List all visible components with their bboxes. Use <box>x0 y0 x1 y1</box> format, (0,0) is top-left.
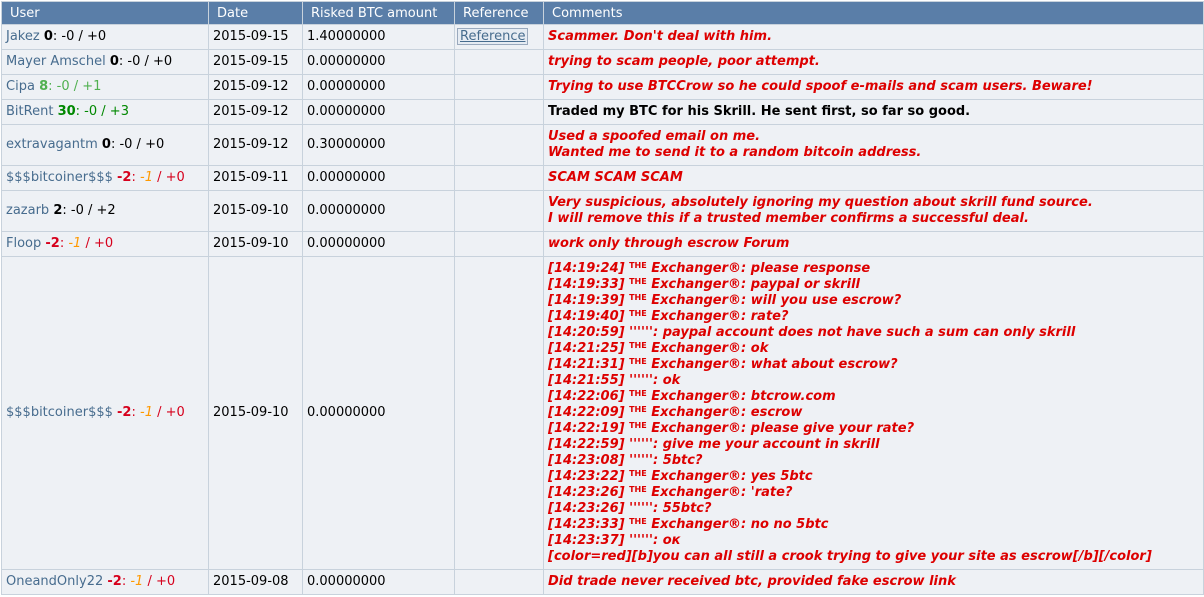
chat-line <box>548 437 880 452</box>
chat-timestamp: [14:22:09] <box>548 405 625 420</box>
chat-line <box>548 357 898 372</box>
cell-risked-btc: 0.00000000 <box>303 166 455 191</box>
cell-comment <box>544 570 1204 595</box>
trust-negative: -1 <box>130 574 144 589</box>
col-header-date: Date <box>209 2 303 25</box>
trust-slash: / <box>69 79 83 94</box>
trust-separator: : <box>118 54 128 69</box>
chat-message: '''''': give me your account in skrill <box>629 437 880 452</box>
trust-slash: / <box>152 170 166 185</box>
chat-message: Exchanger®: what about escrow? <box>651 357 898 372</box>
cell-date: 2015-09-10 <box>209 191 303 232</box>
cell-risked-btc: 0.00000000 <box>303 100 455 125</box>
cell-comment <box>544 50 1204 75</box>
trust-score: -2 <box>45 236 60 251</box>
chat-timestamp: [14:21:31] <box>548 357 625 372</box>
table-row <box>2 232 1204 257</box>
user-profile-link[interactable]: Floop <box>6 236 42 251</box>
cell-date: 2015-09-12 <box>209 75 303 100</box>
cell-reference <box>455 257 544 570</box>
cell-user <box>2 100 209 125</box>
trust-positive: +0 <box>165 170 185 185</box>
chat-prefix: THE <box>629 309 647 318</box>
user-profile-link[interactable]: Mayer Amschel <box>6 54 106 69</box>
trust-positive: +0 <box>165 405 185 420</box>
chat-message: Exchanger®: 'rate? <box>651 485 793 500</box>
chat-timestamp: [14:19:33] <box>548 277 625 292</box>
table-header-row <box>2 2 1204 25</box>
chat-timestamp: [14:22:19] <box>548 421 625 436</box>
chat-timestamp: [14:23:22] <box>548 469 625 484</box>
chat-prefix: THE <box>629 405 647 414</box>
chat-line <box>548 485 793 500</box>
trust-positive: +0 <box>87 29 107 44</box>
cell-date: 2015-09-12 <box>209 125 303 166</box>
trust-negative: -1 <box>140 170 153 185</box>
col-header-user: User <box>2 2 209 25</box>
chat-message: Exchanger®: please give your rate? <box>651 421 915 436</box>
trust-slash: / <box>143 574 156 589</box>
trust-slash: / <box>97 104 110 119</box>
trust-positive: +3 <box>109 104 129 119</box>
trust-negative: -0 <box>119 137 133 152</box>
chat-timestamp: [14:23:26] <box>548 485 625 500</box>
chat-message: '''''': 5btc? <box>629 453 703 468</box>
chat-message: Exchanger®: rate? <box>651 309 789 324</box>
chat-line <box>548 293 901 308</box>
cell-risked-btc: 0.30000000 <box>303 125 455 166</box>
cell-comment <box>544 100 1204 125</box>
comment-text: Very suspicious, absolutely ignoring my question about skrill fund source. <box>548 195 1093 210</box>
chat-prefix: THE <box>629 469 647 478</box>
cell-user <box>2 25 209 50</box>
user-profile-link[interactable]: zazarb <box>6 203 50 218</box>
cell-risked-btc: 0.00000000 <box>303 570 455 595</box>
cell-reference <box>455 100 544 125</box>
chat-message: Exchanger®: escrow <box>651 405 803 420</box>
table-row <box>2 75 1204 100</box>
table-row <box>2 50 1204 75</box>
trust-positive: +0 <box>145 137 165 152</box>
cell-reference <box>455 50 544 75</box>
cell-comment <box>544 191 1204 232</box>
chat-prefix: THE <box>629 293 647 302</box>
cell-user <box>2 570 209 595</box>
chat-line <box>548 341 768 356</box>
cell-risked-btc: 0.00000000 <box>303 257 455 570</box>
table-row <box>2 570 1204 595</box>
trust-positive: +1 <box>82 79 102 94</box>
cell-user <box>2 50 209 75</box>
trust-score: -2 <box>117 405 132 420</box>
trust-score: -2 <box>117 170 132 185</box>
chat-timestamp: [14:22:59] <box>548 437 625 452</box>
user-profile-link[interactable]: OneandOnly22 <box>6 574 104 589</box>
cell-risked-btc: 1.40000000 <box>303 25 455 50</box>
trust-slash: / <box>132 137 146 152</box>
user-profile-link[interactable]: BitRent <box>6 104 54 119</box>
chat-timestamp: [14:19:40] <box>548 309 625 324</box>
cell-comment <box>544 166 1204 191</box>
comment-text: work only through escrow Forum <box>548 236 790 251</box>
chat-message: Exchanger®: yes 5btc <box>651 469 813 484</box>
col-header-reference: Reference <box>455 2 544 25</box>
chat-prefix: THE <box>629 421 647 430</box>
trust-negative: -0 <box>70 203 84 218</box>
chat-line <box>548 501 712 516</box>
comment-text: Used a spoofed email on me. <box>548 129 761 144</box>
table-row <box>2 125 1204 166</box>
chat-timestamp: [14:19:39] <box>548 293 625 308</box>
chat-message: Exchanger®: btcrow.com <box>651 389 836 404</box>
trust-negative: -1 <box>140 405 153 420</box>
chat-timestamp: [14:23:26] <box>548 501 625 516</box>
trust-separator: : <box>131 405 140 420</box>
table-row <box>2 191 1204 232</box>
chat-message: Exchanger®: no no 5btc <box>651 517 829 532</box>
trust-score: 8 <box>39 79 49 94</box>
trust-positive: +2 <box>96 203 116 218</box>
trust-separator: : <box>59 236 69 251</box>
trust-score: 2 <box>53 203 63 218</box>
cell-user <box>2 166 209 191</box>
cell-comment <box>544 75 1204 100</box>
chat-line <box>548 517 828 532</box>
chat-tail: [color=red][b]you can all still a crook trying to give your site as escrow[/b][/color] <box>548 549 1152 564</box>
cell-date: 2015-09-10 <box>209 232 303 257</box>
chat-message: Exchanger®: paypal or skrill <box>651 277 861 292</box>
chat-timestamp: [14:23:08] <box>548 453 625 468</box>
cell-user <box>2 257 209 570</box>
chat-message: Exchanger®: will you use escrow? <box>651 293 902 308</box>
trust-separator: : <box>121 574 131 589</box>
chat-line <box>548 325 1075 340</box>
chat-line <box>548 405 802 420</box>
chat-timestamp: [14:23:33] <box>548 517 625 532</box>
cell-reference <box>455 125 544 166</box>
trust-separator: : <box>52 29 62 44</box>
trust-score: -2 <box>107 574 122 589</box>
cell-date: 2015-09-15 <box>209 50 303 75</box>
trust-negative: -0 <box>127 54 141 69</box>
cell-user <box>2 125 209 166</box>
chat-line <box>548 469 813 484</box>
chat-message: Exchanger®: please response <box>651 261 871 276</box>
chat-message: '''''': paypal account does not have such a sum can only skrill <box>629 325 1076 340</box>
comment-text: I will remove this if a trusted member confirms a successful deal. <box>548 211 1029 226</box>
chat-prefix: THE <box>629 389 647 398</box>
comment-text: Trying to use BTCCrow so he could spoof e-mails and scam users. Beware! <box>548 79 1093 94</box>
comment-text: trying to scam people, poor attempt. <box>548 54 820 69</box>
chat-prefix: THE <box>629 485 647 494</box>
cell-date: 2015-09-15 <box>209 25 303 50</box>
chat-line <box>548 421 914 436</box>
chat-message: Exchanger®: ok <box>651 341 769 356</box>
chat-prefix: THE <box>629 517 647 526</box>
cell-risked-btc: 0.00000000 <box>303 232 455 257</box>
cell-reference <box>455 166 544 191</box>
trust-slash: / <box>83 203 97 218</box>
trust-score: 30 <box>57 104 76 119</box>
user-profile-link[interactable]: Jakez <box>6 29 40 44</box>
chat-line <box>548 261 870 276</box>
trust-separator: : <box>75 104 85 119</box>
trust-feedback-table <box>1 1 1204 595</box>
cell-user <box>2 232 209 257</box>
chat-prefix: THE <box>629 357 647 366</box>
cell-date: 2015-09-11 <box>209 166 303 191</box>
chat-prefix: THE <box>629 277 647 286</box>
cell-reference <box>455 570 544 595</box>
trust-score: 0 <box>101 137 111 152</box>
trust-separator: : <box>62 203 71 218</box>
chat-line <box>548 533 680 548</box>
comment-text: Traded my BTC for his Skrill. He sent first, so far so good. <box>548 104 971 119</box>
cell-comment <box>544 257 1204 570</box>
table-row <box>2 100 1204 125</box>
trust-separator: : <box>48 79 57 94</box>
trust-score: 0 <box>43 29 53 44</box>
user-profile-link[interactable]: extravagantm <box>6 137 98 152</box>
chat-message: '''''': ok <box>629 373 681 388</box>
comment-text: Wanted me to send it to a random bitcoin address. <box>548 145 922 160</box>
chat-timestamp: [14:20:59] <box>548 325 625 340</box>
chat-timestamp: [14:22:06] <box>548 389 625 404</box>
cell-risked-btc: 0.00000000 <box>303 50 455 75</box>
user-profile-link[interactable]: $$$bitcoiner$$$ <box>6 170 113 185</box>
table-row <box>2 257 1204 570</box>
trust-slash: / <box>81 236 94 251</box>
trust-negative: -0 <box>56 79 70 94</box>
chat-timestamp: [14:21:25] <box>548 341 625 356</box>
chat-timestamp: [14:23:37] <box>548 533 625 548</box>
cell-comment <box>544 232 1204 257</box>
trust-positive: +0 <box>153 54 173 69</box>
col-header-comments: Comments <box>544 2 1204 25</box>
comment-text: SCAM SCAM SCAM <box>548 170 683 185</box>
cell-user <box>2 191 209 232</box>
trust-slash: / <box>74 29 88 44</box>
chat-prefix: THE <box>629 341 647 350</box>
trust-slash: / <box>152 405 166 420</box>
trust-negative: -1 <box>68 236 82 251</box>
chat-timestamp: [14:19:24] <box>548 261 625 276</box>
trust-separator: : <box>131 170 140 185</box>
cell-risked-btc: 0.00000000 <box>303 191 455 232</box>
chat-line <box>548 373 680 388</box>
cell-comment <box>544 25 1204 50</box>
user-profile-link[interactable]: $$$bitcoiner$$$ <box>6 405 113 420</box>
comment-text: Scammer. Don't deal with him. <box>548 29 773 44</box>
cell-risked-btc: 0.00000000 <box>303 75 455 100</box>
chat-prefix: THE <box>629 261 647 270</box>
chat-line <box>548 453 703 468</box>
cell-reference <box>455 75 544 100</box>
chat-message: '''''': 55btc? <box>629 501 712 516</box>
comment-text: Did trade never received btc, provided fake escrow link <box>548 574 956 589</box>
trust-negative: -0 <box>61 29 75 44</box>
trust-negative: -0 <box>84 104 98 119</box>
chat-timestamp: [14:21:55] <box>548 373 625 388</box>
table-row <box>2 25 1204 50</box>
table-row <box>2 166 1204 191</box>
trust-separator: : <box>110 137 120 152</box>
chat-line <box>548 389 836 404</box>
cell-reference <box>455 25 544 50</box>
chat-line <box>548 277 860 292</box>
reference-link[interactable]: Reference <box>457 28 528 45</box>
user-profile-link[interactable]: Cipa <box>6 79 35 94</box>
cell-reference <box>455 191 544 232</box>
cell-date: 2015-09-08 <box>209 570 303 595</box>
trust-positive: +0 <box>155 574 176 589</box>
trust-score: 0 <box>109 54 119 69</box>
cell-date: 2015-09-12 <box>209 100 303 125</box>
chat-line <box>548 309 789 324</box>
trust-slash: / <box>140 54 154 69</box>
cell-user <box>2 75 209 100</box>
cell-date: 2015-09-10 <box>209 257 303 570</box>
col-header-risked-btc: Risked BTC amount <box>303 2 455 25</box>
chat-message: '''''': oк <box>629 533 681 548</box>
cell-reference <box>455 232 544 257</box>
cell-comment <box>544 125 1204 166</box>
trust-positive: +0 <box>93 236 114 251</box>
